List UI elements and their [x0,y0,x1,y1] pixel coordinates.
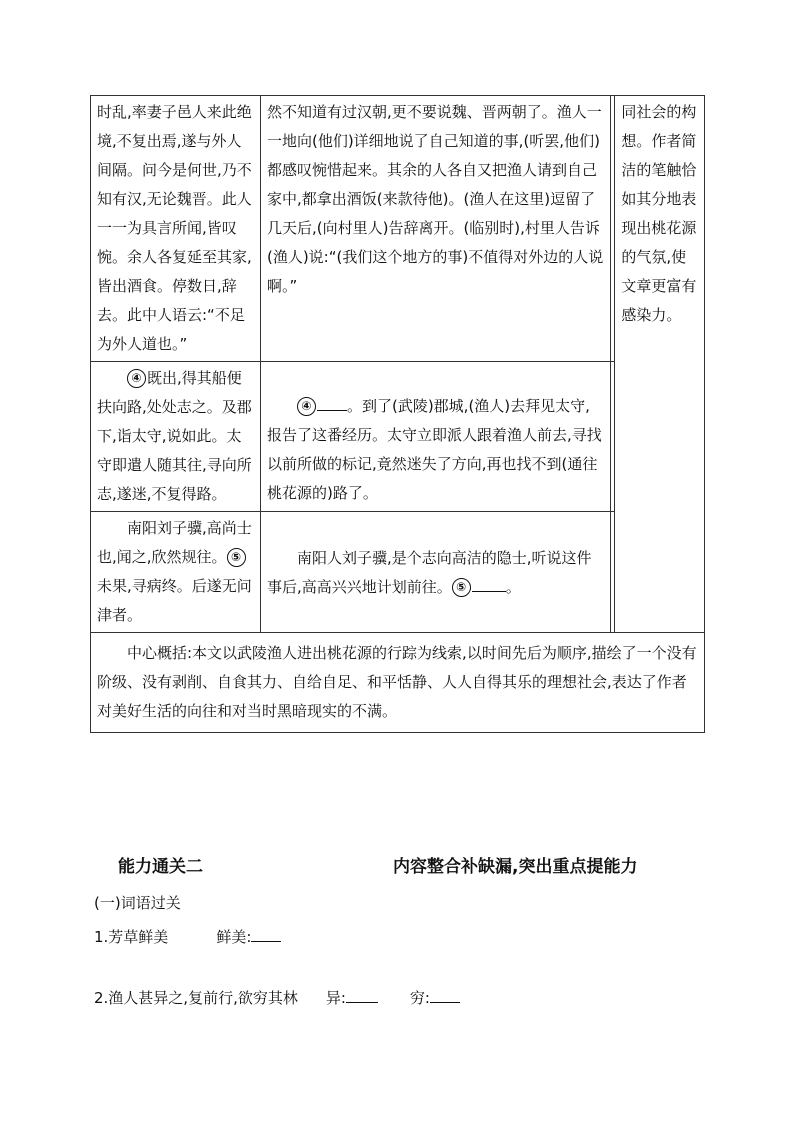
original-text: 南阳刘子骥,高尚士也,闻之,欣然规往。 [97,519,252,566]
translation-text: 。到了(武陵)郡城,(渔人)去拜见太守,报告了这番经历。太守立即派人跟着渔人前去,寻找以前所做的标记,竟然迷失了方向,再也找不到(通往桃花源的)路了。 [266,397,602,502]
translation-text: 。 [505,578,521,596]
original-text-cell [91,96,261,362]
marker-4: ④ [297,397,316,416]
question-label: 穷: [409,989,430,1007]
translation-cell [260,362,610,512]
answer-blank[interactable] [346,986,378,1003]
section-title: 能力通关二 [118,857,203,877]
question-label: 鲜美: [216,928,252,946]
section-subtitle: 内容整合补缺漏,突出重点提能力 [393,857,638,877]
original-text-cell [91,512,261,633]
question-label: 异: [325,989,346,1007]
table-row [91,96,705,362]
marker-5: ⑤ [227,548,246,567]
marker-5: ⑤ [452,578,471,597]
question-text: 2.渔人甚异之,复前行,欲穷其林 [94,989,298,1007]
translation-cell [260,96,610,362]
answer-blank[interactable] [317,394,347,411]
table-row [91,362,705,512]
original-text: 时乱,率妻子邑人来此绝境,不复出焉,遂与外人间隔。问今是何世,乃不知有汉,无论魏晋。此人一一为具言所闻,皆叹惋。余人各复延至其家,皆出酒食。停数日,辞去。此中人语云:“不足为外人道也。” [97,103,252,353]
analysis-text: 同社会的构想。作者简洁的笔触恰如其分地表现出桃花源的气氛,使文章更富有感染力。 [621,103,697,324]
original-text: 既出,得其船便扶向路,处处志之。及郡下,诣太守,说如此。太守即遣人随其往,寻向所志,遂迷,不复得路。 [97,369,252,503]
narrow-cell [611,512,615,633]
vocab-question-1 [94,925,281,948]
table-row [91,512,705,633]
analysis-cell [615,96,705,633]
answer-blank[interactable] [472,575,506,592]
narrow-cell [611,362,615,512]
original-text-cell [91,362,261,512]
answer-blank[interactable] [430,986,460,1003]
marker-4: ④ [127,369,146,388]
answer-blank[interactable] [251,925,281,942]
summary-text: 中心概括:本文以武陵渔人进出桃花源的行踪为线索,以时间先后为顺序,描绘了一个没有阶级、没有剥削、自食其力、自给自足、和平恬静、人人自得其乐的理想社会,表达了作者对美好生活的向往和对当时黑暗现实的不满。 [97,644,697,720]
translation-text: 南阳人刘子骥,是个志向高洁的隐士,听说这件事后,高高兴兴地计划前往。 [266,549,592,596]
original-text: 未果,寻病终。后遂无问津者。 [97,577,252,624]
translation-text: 然不知道有过汉朝,更不要说魏、晋两朝了。渔人一一地向(他们)详细地说了自己知道的事,(听罢,他们)都感叹惋惜起来。其余的人各自又把渔人请到自己家中,都拿出酒饭(来款待他)。(渔人在这里)逗留了几天后,(向村里人)告辞离开。(临别时),村里人告诉(渔人)说:“(我们这个地方的事)不值得对外边的人说啊。” [266,103,604,295]
question-text: 1.芳草鲜美 [94,928,169,946]
translation-cell [260,512,610,633]
vocab-heading: (一)词语过关 [94,894,181,912]
section-header [0,852,794,880]
summary-cell [91,633,705,733]
translation-table [90,95,705,733]
table-row [91,633,705,733]
vocab-question-2 [94,986,460,1009]
